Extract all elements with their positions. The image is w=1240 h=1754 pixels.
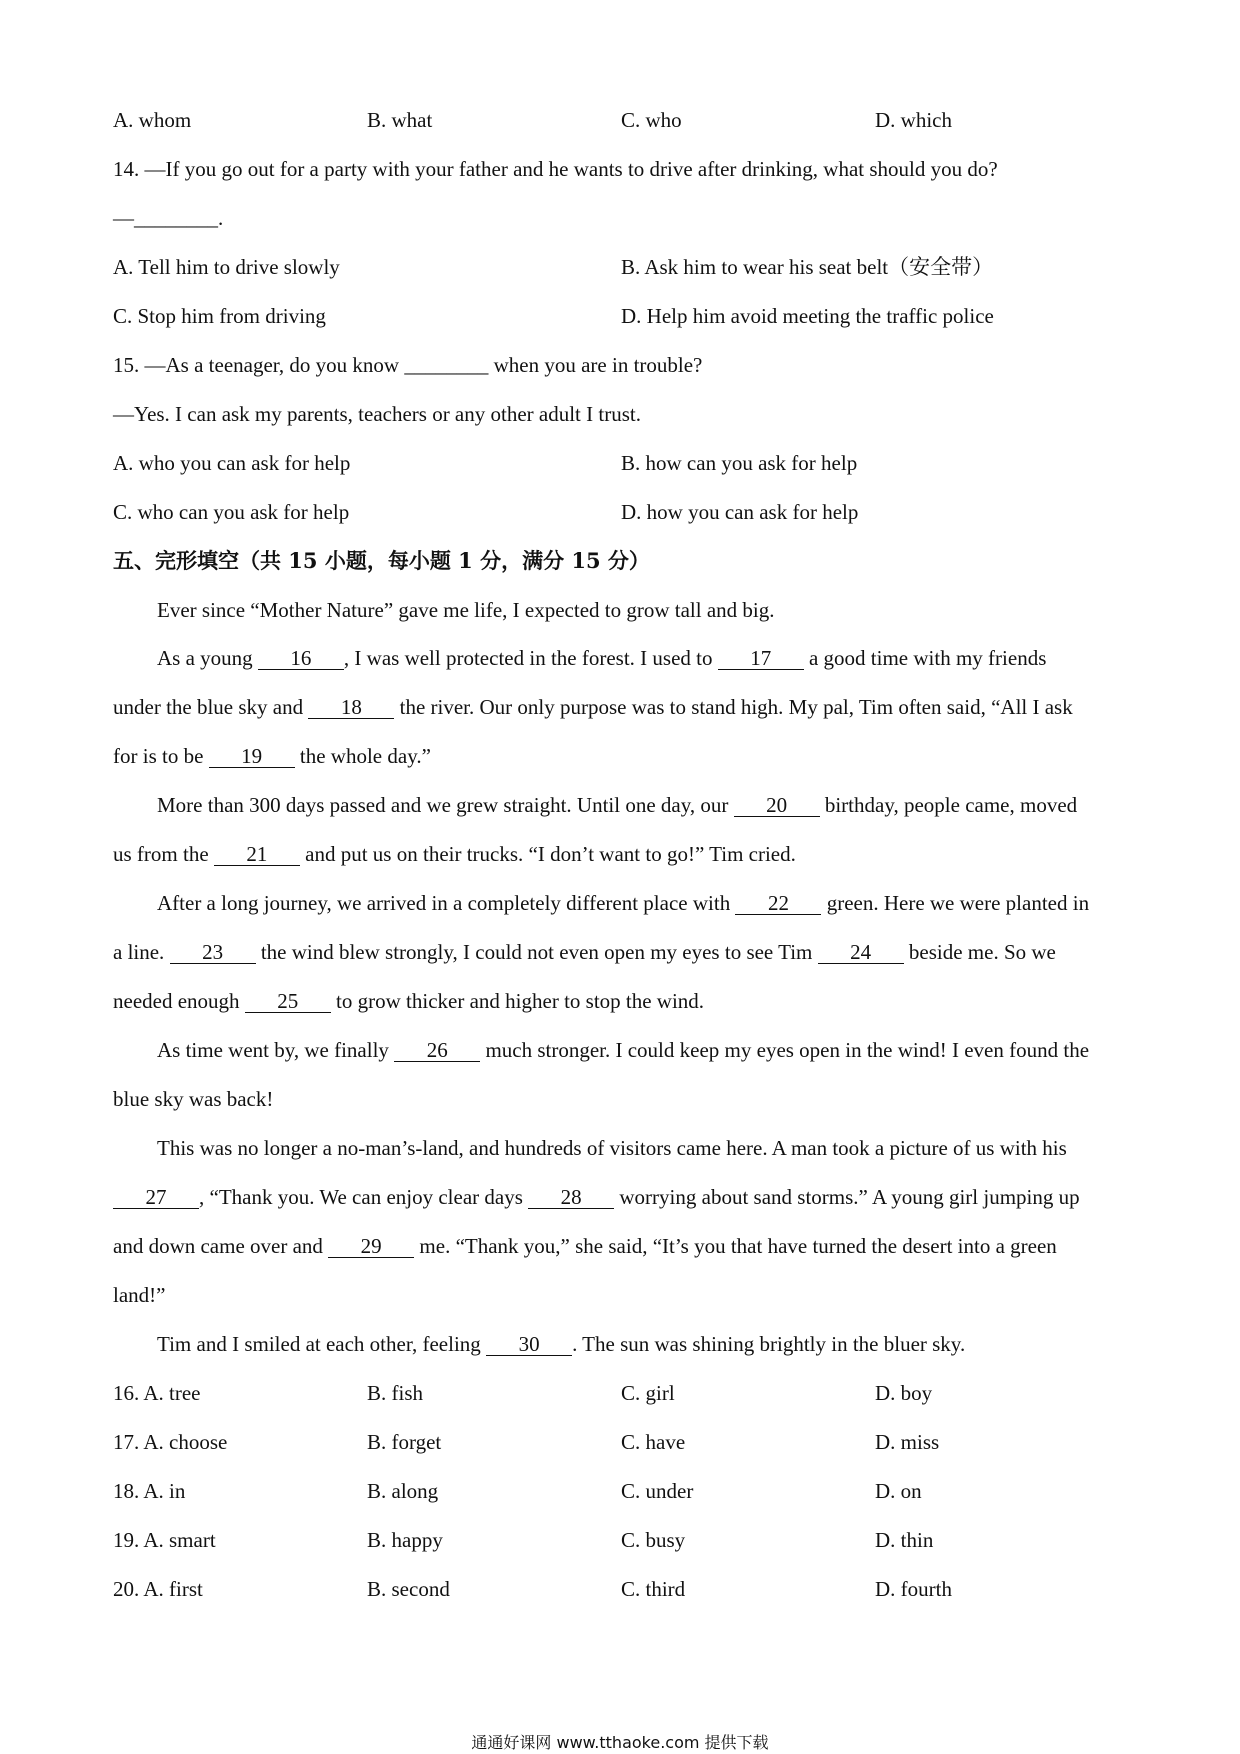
page-footer: 通通好课网 www.tthaoke.com 提供下载 (471, 1733, 769, 1752)
blank-18: 18 (308, 696, 394, 719)
passage-line: for is to be 19 the whole day.” (113, 744, 431, 768)
passage-line: under the blue sky and 18 the river. Our only purpose was to stand high. My pal, Tim often said, “All I ask (113, 695, 1073, 719)
q15-question (113, 352, 702, 378)
q16-option-b: B. fish (367, 1381, 424, 1405)
blank-28: 28 (528, 1186, 614, 1209)
q13-options (113, 107, 1123, 133)
passage-line: Tim and I smiled at each other, feeling 30 . The sun was shining brightly in the bluer sky. (157, 1332, 966, 1356)
q18-option-d: D. on (875, 1479, 922, 1503)
question-19 (113, 1527, 1123, 1553)
q17-option-b: B. forget (367, 1430, 442, 1454)
q15-text-end: when you are in trouble? (488, 353, 703, 377)
q15-option-a: A. who you can ask for help (113, 451, 351, 475)
q15-text: 15. —As a teenager, do you know (113, 353, 405, 377)
q20-option-d: D. fourth (875, 1577, 952, 1601)
q13-option-c: C. who (621, 108, 682, 132)
q14-option-b: B. Ask him to wear his seat belt（安全带） (621, 255, 994, 279)
q13-option-b: B. what (367, 108, 433, 132)
passage-line: More than 300 days passed and we grew straight. Until one day, our 20 birthday, people came, moved (157, 793, 1078, 817)
blank-27: 27 (113, 1186, 199, 1209)
q17-option-d: D. miss (875, 1430, 940, 1454)
blank-29: 29 (328, 1235, 414, 1258)
blank-30: 30 (486, 1333, 572, 1356)
q18-option-a: 18. A. in (113, 1479, 186, 1503)
q15-blank: ________ (404, 353, 489, 377)
passage-line: and down came over and 29 me. “Thank you,” she said, “It’s you that have turned the desert into a green (113, 1234, 1057, 1258)
q14-option-c: C. Stop him from driving (113, 304, 326, 328)
q15-reply: —Yes. I can ask my parents, teachers or any other adult I trust. (113, 402, 641, 426)
passage-line: us from the 21 and put us on their trucks. “I don’t want to go!” Tim cried. (113, 842, 796, 866)
q17-option-a: 17. A. choose (113, 1430, 228, 1454)
q15-option-d: D. how you can ask for help (621, 500, 859, 524)
q15-option-c: C. who can you ask for help (113, 500, 350, 524)
q18-option-b: B. along (367, 1479, 439, 1503)
q20-option-c: C. third (621, 1577, 686, 1601)
passage-line: As time went by, we finally 26 much stronger. I could keep my eyes open in the wind! I even found the (157, 1038, 1090, 1062)
q15-option-b: B. how can you ask for help (621, 451, 858, 475)
q20-option-b: B. second (367, 1577, 450, 1601)
q14-options-cd (113, 303, 1123, 329)
q16-option-d: D. boy (875, 1381, 933, 1405)
q16-option-a: 16. A. tree (113, 1381, 201, 1405)
passage-line: blue sky was back! (113, 1087, 274, 1111)
q19-option-c: C. busy (621, 1528, 686, 1552)
q14-option-a: A. Tell him to drive slowly (113, 255, 340, 279)
passage-line: 27 , “Thank you. We can enjoy clear days 28 worrying about sand storms.” A young girl jumping up (113, 1184, 1080, 1210)
blank-17: 17 (718, 647, 804, 670)
q19-option-a: 19. A. smart (113, 1528, 216, 1552)
passage-line: As a young 16 , I was well protected in the forest. I used to 17 a good time with my friends (157, 646, 1047, 670)
q14-question: 14. —If you go out for a party with your father and he wants to drive after drinking, what should you do? (113, 157, 998, 181)
blank-16: 16 (258, 647, 344, 670)
blank-23: 23 (170, 941, 256, 964)
passage-paragraph-1: Ever since “Mother Nature” gave me life, I expected to grow tall and big. (157, 598, 775, 622)
blank-19: 19 (209, 745, 295, 768)
blank-25: 25 (245, 990, 331, 1013)
q17-option-c: C. have (621, 1430, 686, 1454)
q14-answer-line: —________. (113, 206, 224, 230)
q16-option-c: C. girl (621, 1381, 675, 1405)
blank-24: 24 (818, 941, 904, 964)
section-5-title: 五、完形填空（共 15 小题，每小题 1 分，满分 15 分） (113, 548, 650, 573)
q19-option-b: B. happy (367, 1528, 443, 1552)
passage-line: After a long journey, we arrived in a completely different place with 22 green. Here we were planted in (157, 891, 1090, 915)
blank-22: 22 (735, 892, 821, 915)
q20-option-a: 20. A. first (113, 1577, 203, 1601)
q15-options-ab (113, 450, 1123, 476)
question-17 (113, 1429, 1123, 1455)
blank-21: 21 (214, 843, 300, 866)
blank-20: 20 (734, 794, 820, 817)
passage-line: This was no longer a no-man’s-land, and hundreds of visitors came here. A man took a picture of us with his (157, 1136, 1067, 1160)
passage-line: needed enough 25 to grow thicker and higher to stop the wind. (113, 989, 705, 1013)
passage-line: a line. 23 the wind blew strongly, I could not even open my eyes to see Tim 24 beside me. So we (113, 940, 1056, 964)
question-16 (113, 1380, 1123, 1406)
q14-option-d: D. Help him avoid meeting the traffic police (621, 304, 994, 328)
question-20 (113, 1576, 1123, 1602)
q14-options-ab (113, 254, 1123, 280)
question-18 (113, 1478, 1123, 1504)
passage-line: land!” (113, 1283, 166, 1307)
q15-options-cd (113, 499, 1123, 525)
q18-option-c: C. under (621, 1479, 694, 1503)
q13-option-d: D. which (875, 108, 952, 132)
q19-option-d: D. thin (875, 1528, 934, 1552)
q13-option-a: A. whom (113, 108, 192, 132)
blank-26: 26 (394, 1039, 480, 1062)
